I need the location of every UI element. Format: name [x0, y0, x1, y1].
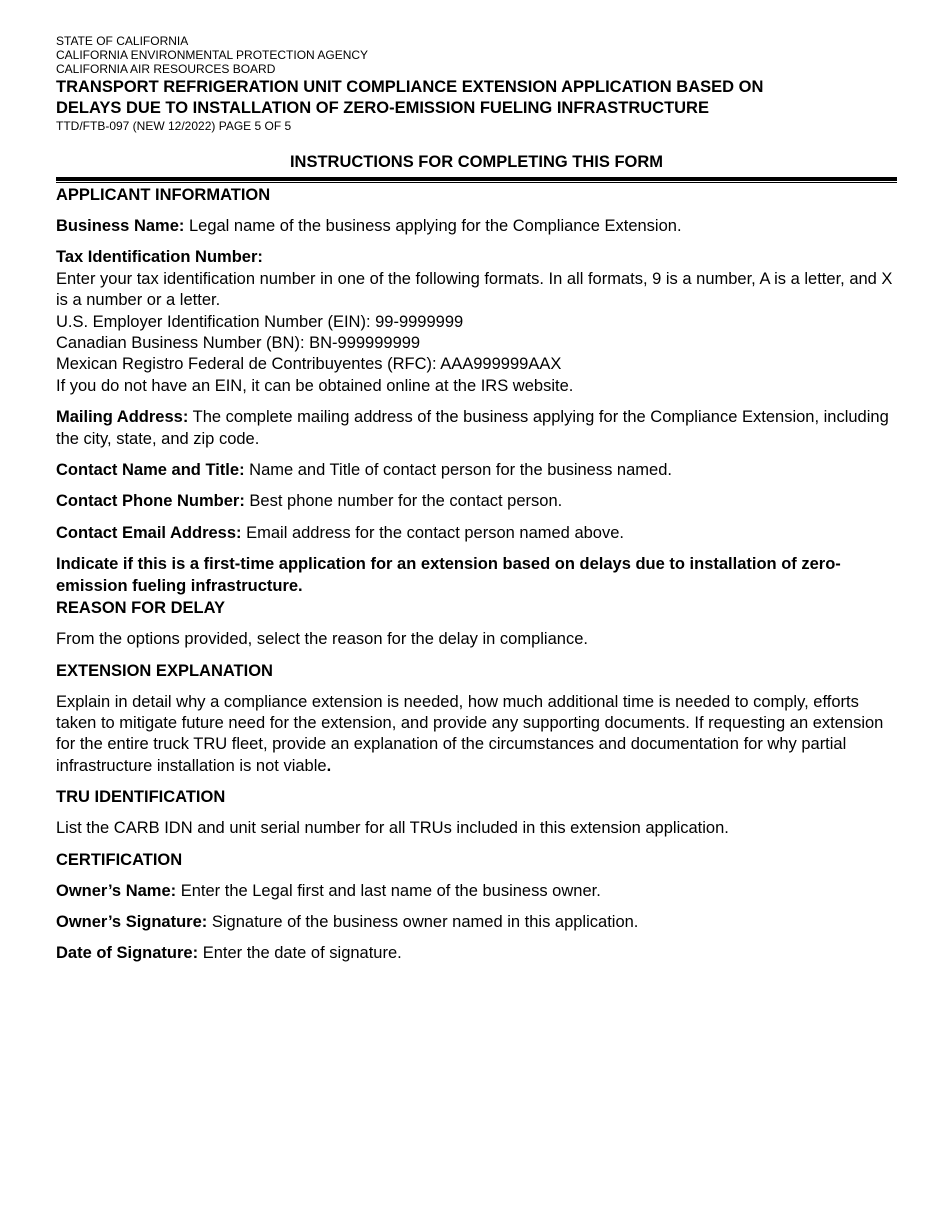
owner-name-label: Owner’s Name:	[56, 881, 177, 900]
form-number: TTD/FTB-097 (NEW 12/2022) PAGE 5 OF 5	[56, 119, 292, 133]
contact-phone-label: Contact Phone Number:	[56, 492, 245, 511]
contact-name-label: Contact Name and Title:	[56, 461, 245, 480]
tin-formats-intro: Enter your tax identification number in one of the following formats. In all formats, 9 is a number, A is a letter, and X is a number or a letter.	[56, 269, 893, 310]
date-of-signature-label: Date of Signature:	[56, 944, 199, 963]
applicant-heading: APPLICANT INFORMATION	[56, 186, 271, 204]
agency-carb: CALIFORNIA AIR RESOURCES BOARD	[56, 62, 276, 76]
contact-email-entry	[56, 523, 897, 544]
contact-name-text: Name and Title of contact person for the business named.	[244, 461, 672, 480]
date-of-signature-text: Enter the date of signature.	[198, 944, 402, 963]
tin-entry	[56, 247, 897, 397]
owner-name-entry	[56, 881, 897, 902]
owner-signature-text: Signature of the business owner named in this application.	[207, 912, 639, 931]
tin-bn-format: Canadian Business Number (BN): BN-999999999	[56, 334, 421, 353]
certification-heading: CERTIFICATION	[56, 850, 183, 869]
tru-heading: TRU IDENTIFICATION	[56, 788, 226, 807]
tin-ein-format: U.S. Employer Identification Number (EIN): 99-9999999	[56, 312, 464, 331]
tru-text: List the CARB IDN and unit serial number for all TRUs included in this extension application.	[56, 819, 729, 838]
owner-signature-entry	[56, 912, 897, 933]
first-time-application-note: Indicate if this is a first-time application for an extension based on delays due to installation of zero-emission fueling infrastructure.	[56, 555, 841, 595]
contact-email-label: Contact Email Address:	[56, 523, 242, 542]
contact-email-text: Email address for the contact person named above.	[241, 523, 624, 542]
form-header	[56, 34, 897, 133]
contact-name-entry	[56, 460, 897, 481]
business-name-entry	[56, 216, 897, 237]
contact-phone-text: Best phone number for the contact person.	[244, 492, 563, 511]
title-divider-thin	[56, 182, 897, 183]
form-page	[56, 34, 897, 965]
mailing-address-entry	[56, 407, 897, 450]
instructions-title: INSTRUCTIONS FOR COMPLETING THIS FORM	[289, 153, 664, 171]
contact-phone-entry	[56, 491, 897, 512]
explanation-heading: EXTENSION EXPLANATION	[56, 661, 273, 680]
tin-rfc-format: Mexican Registro Federal de Contribuyentes (RFC): AAA999999AAX	[56, 355, 562, 374]
business-name-text: Legal name of the business applying for the Compliance Extension.	[184, 217, 682, 235]
owner-name-text: Enter the Legal first and last name of the business owner.	[176, 881, 601, 900]
date-of-signature-entry	[56, 943, 897, 964]
title-divider-thick	[56, 177, 897, 181]
reason-heading: REASON FOR DELAY	[56, 599, 225, 618]
form-title-line-2: DELAYS DUE TO INSTALLATION OF ZERO-EMISSION FUELING INFRASTRUCTURE	[56, 99, 709, 117]
reason-text: From the options provided, select the reason for the delay in compliance.	[56, 630, 588, 649]
business-name-label: Business Name:	[56, 217, 185, 235]
owner-signature-label: Owner’s Signature:	[56, 912, 208, 931]
explanation-text: Explain in detail why a compliance extension is needed, how much additional time is needed to comply, efforts taken to mitigate future need for the extension, and provide any supporting documents. If requesting an extension for the entire truck TRU fleet, provide an explanation of the circumstances and documentation for why partial infrastructure installation is not viable.	[56, 692, 884, 775]
tin-label: Tax Identification Number:	[56, 248, 263, 267]
agency-calepa: CALIFORNIA ENVIRONMENTAL PROTECTION AGENCY	[56, 48, 369, 62]
tin-irs-note: If you do not have an EIN, it can be obtained online at the IRS website.	[56, 376, 574, 395]
mailing-address-label: Mailing Address:	[56, 408, 189, 427]
mailing-address-text: The complete mailing address of the business applying for the Compliance Extension, including the city, state, and zip code.	[56, 408, 889, 448]
agency-state: STATE OF CALIFORNIA	[56, 34, 189, 48]
form-title-line-1: TRANSPORT REFRIGERATION UNIT COMPLIANCE EXTENSION APPLICATION BASED ON	[56, 78, 764, 96]
